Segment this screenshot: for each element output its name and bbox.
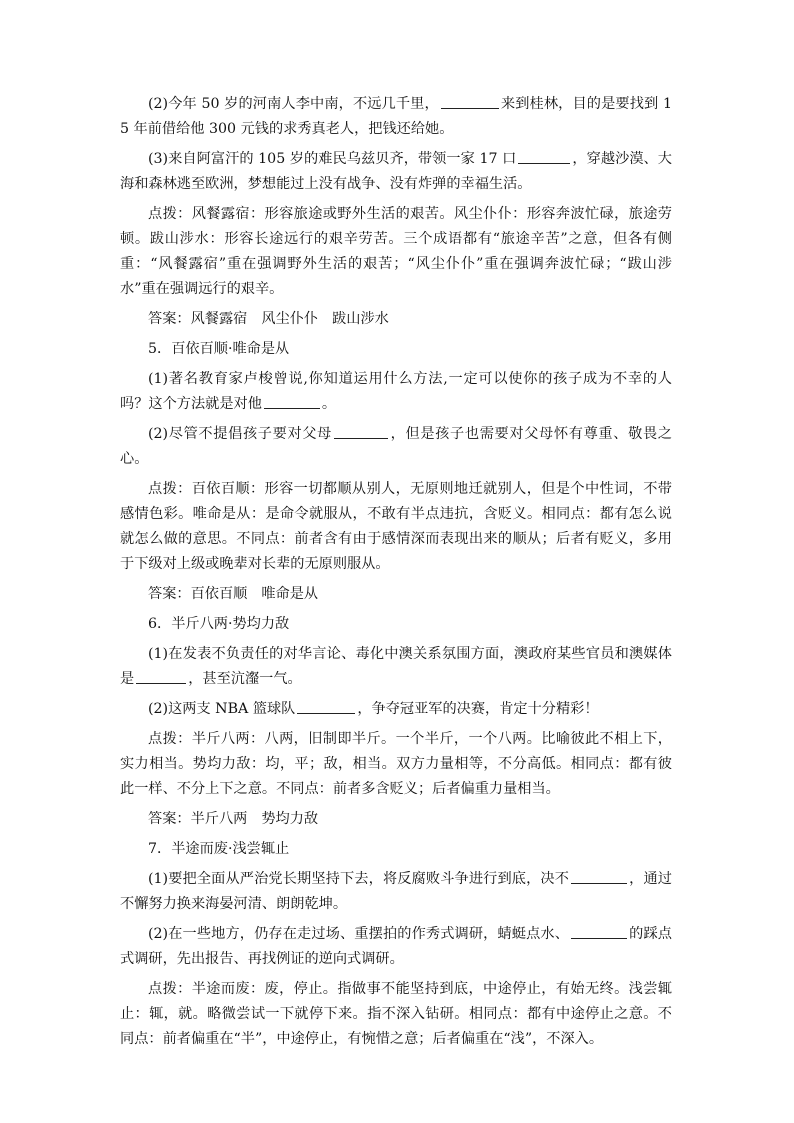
- section-7-title: 7．半途而废·浅尝辄止: [148, 841, 290, 857]
- answer-blank[interactable]: [264, 393, 320, 409]
- answer-5: 答案：百依百顺 唯命是从: [148, 586, 319, 602]
- question-6-2: (2)这两支 NBA 篮球队 ，争夺冠亚军的决赛，肯定十分精彩！: [120, 697, 672, 722]
- question-7-1: (1)要把全面从严治党长期坚持下去，将反腐败斗争进行到底，决不 ，通过不懈努力换来海晏河清、朗朗乾坤。: [120, 867, 672, 917]
- answer-6: 答案：半斤八两 势均力敌: [148, 811, 319, 827]
- hint-5: 点拨：百依百顺：形容一切都顺从别人，无原则地迁就别人，但是个中性词，不带感情色彩。唯命是从：是命令就服从，不敢有半点违抗，含贬义。相同点：都有怎么说就怎么做的意思。不同点：前者含有由于感情深而表现出来的顺从；后者有贬义，多用于下级对上级或晚辈对长辈的无原则服从。: [120, 481, 672, 572]
- hint-7: 点拨：半途而废：废，停止。指做事不能坚持到底，中途停止，有始无终。浅尝辄止：辄，就。略微尝试一下就停下来。指不深入钻研。相同点：都有中途停止之意。不同点：前者偏重在“半”，中途停止，有惋惜之意；后者偏重在“浅”，不深入。: [120, 981, 672, 1047]
- question-4-3: (3)来自阿富汗的 105 岁的难民乌兹贝齐，带领一家 17 口 ，穿越沙漠、大海和森林逃至欧洲，梦想能过上没有战争、没有炸弹的幸福生活。: [120, 147, 672, 197]
- question-4-2: (2)今年 50 岁的河南人李中南，不远几千里， 来到桂林，目的是要找到 15 年前借给他 300 元钱的求秀真老人，把钱还给她。: [120, 92, 672, 142]
- section-5-title: 5．百依百顺·唯命是从: [148, 341, 290, 357]
- answer-blank[interactable]: [571, 923, 627, 939]
- hint-4: 点拨：风餐露宿：形容旅途或野外生活的艰苦。风尘仆仆：形容奔波忙碌，旅途劳顿。跋山涉水：形容长途远行的艰辛劳苦。三个成语都有“旅途辛苦”之意，但各有侧重：“风餐露宿”重在强调野外生活的艰苦；“风尘仆仆”重在强调奔波忙碌；“跋山涉水”重在强调远行的艰辛。: [120, 206, 672, 297]
- hint-6: 点拨：半斤八两：八两，旧制即半斤。一个半斤，一个八两。比喻彼此不相上下，实力相当。势均力敌：均，平；敌，相当。双方力量相等，不分高低。相同点：都有彼此一样、不分上下之意。不同点：前者多含贬义；后者偏重力量相当。: [120, 731, 672, 797]
- question-7-2: (2)在一些地方，仍存在走过场、重摆拍的作秀式调研，蜻蜓点水、 的踩点式调研，先出报告、再找例证的逆向式调研。: [120, 922, 672, 972]
- document-page: [120, 92, 672, 1057]
- section-6-title: 6．半斤八两·势均力敌: [148, 616, 290, 632]
- question-5-2: (2)尽管不提倡孩子要对父母 ，但是孩子也需要对父母怀有尊重、敬畏之心。: [120, 422, 672, 472]
- question-6-1: (1)在发表不负责任的对华言论、毒化中澳关系氛围方面，澳政府某些官员和澳媒体是 ，甚至沆瀣一气。: [120, 646, 672, 687]
- answer-blank[interactable]: [297, 698, 355, 714]
- answer-4: 答案：风餐露宿 风尘仆仆 跋山涉水: [148, 311, 389, 327]
- answer-blank[interactable]: [136, 668, 186, 684]
- question-5-1: (1)著名教育家卢梭曾说,你知道运用什么方法,一定可以使你的孩子成为不幸的人吗？这个方法就是对他 。: [120, 371, 672, 412]
- answer-blank[interactable]: [518, 148, 570, 164]
- answer-blank[interactable]: [334, 423, 388, 439]
- answer-blank[interactable]: [441, 93, 499, 109]
- answer-blank[interactable]: [571, 868, 627, 884]
